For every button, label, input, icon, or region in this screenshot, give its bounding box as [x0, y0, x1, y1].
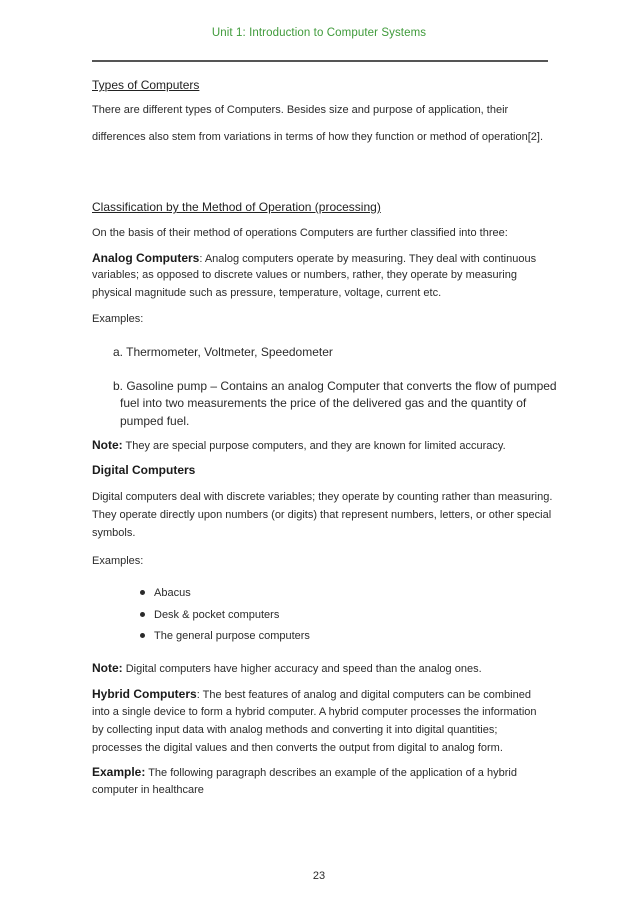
examples-label: Examples: — [92, 555, 144, 567]
examples-label: Examples: — [92, 313, 144, 325]
hybrid-example — [92, 766, 517, 780]
digital-paragraph-line: They operate directly upon numbers (or digits) that represent numbers, letters, or other special — [92, 509, 552, 521]
hybrid-paragraph-line — [92, 688, 531, 702]
classification-intro: On the basis of their method of operations Computers are further classified into three: — [92, 227, 508, 239]
example-text: The following paragraph describes an example of the application of a hybrid — [145, 767, 517, 779]
header-rule — [92, 60, 548, 62]
bullet-icon — [140, 590, 145, 595]
section-heading-classification: Classification by the Method of Operation (processing) — [92, 200, 381, 214]
note-text: They are special purpose computers, and they are known for limited accuracy. — [122, 440, 506, 452]
analog-paragraph-line: variables; as opposed to discrete values or numbers, rather, they operate by measuring — [92, 269, 517, 281]
analog-term: Analog Computers — [92, 251, 200, 265]
types-paragraph-line: There are different types of Computers. Besides size and purpose of application, their — [92, 104, 509, 116]
analog-definition: : Analog computers operate by measuring. They deal with continuous — [199, 253, 537, 265]
digital-heading: Digital Computers — [92, 463, 196, 477]
list-item-b-continued: fuel into two measurements the price of the delivered gas and the quantity of — [120, 396, 527, 410]
list-item-b-continued: pumped fuel. — [120, 414, 190, 428]
types-paragraph-line: differences also stem from variations in terms of how they function or method of operation[2]. — [92, 131, 544, 143]
page-number: 23 — [312, 870, 326, 882]
note-label: Note: — [92, 438, 123, 452]
section-heading-types: Types of Computers — [92, 78, 200, 92]
hybrid-paragraph-line: into a single device to form a hybrid computer. A hybrid computer processes the information — [92, 706, 537, 718]
digital-paragraph-line: symbols. — [92, 527, 136, 539]
hybrid-paragraph-line: processes the digital values and then converts the output from digital to analog form. — [92, 742, 503, 754]
note-label: Note: — [92, 661, 123, 675]
running-header: Unit 1: Introduction to Computer Systems — [211, 27, 427, 39]
list-item: Desk & pocket computers — [140, 609, 279, 621]
analog-paragraph-line — [92, 252, 536, 266]
bullet-icon — [140, 633, 145, 638]
example-label: Example: — [92, 765, 146, 779]
bullet-icon — [140, 612, 145, 617]
digital-paragraph-line: Digital computers deal with discrete variables; they operate by counting rather than measuring. — [92, 491, 553, 503]
list-item-a: a. Thermometer, Voltmeter, Speedometer — [113, 345, 333, 359]
hybrid-definition: : The best features of analog and digital computers can be combined — [196, 689, 531, 701]
hybrid-paragraph-line: by collecting input data with analog methods and converting it into digital quantities; — [92, 724, 498, 736]
analog-note — [92, 439, 506, 453]
hybrid-term: Hybrid Computers — [92, 687, 197, 701]
analog-paragraph-line: physical magnitude such as pressure, temperature, voltage, current etc. — [92, 287, 442, 299]
digital-note — [92, 662, 482, 676]
list-item: The general purpose computers — [140, 630, 310, 642]
list-item: Abacus — [140, 587, 191, 599]
hybrid-example-line: computer in healthcare — [92, 784, 204, 796]
list-item-b: b. Gasoline pump – Contains an analog Computer that converts the flow of pumped — [113, 379, 557, 393]
note-text: Digital computers have higher accuracy and speed than the analog ones. — [122, 663, 482, 675]
